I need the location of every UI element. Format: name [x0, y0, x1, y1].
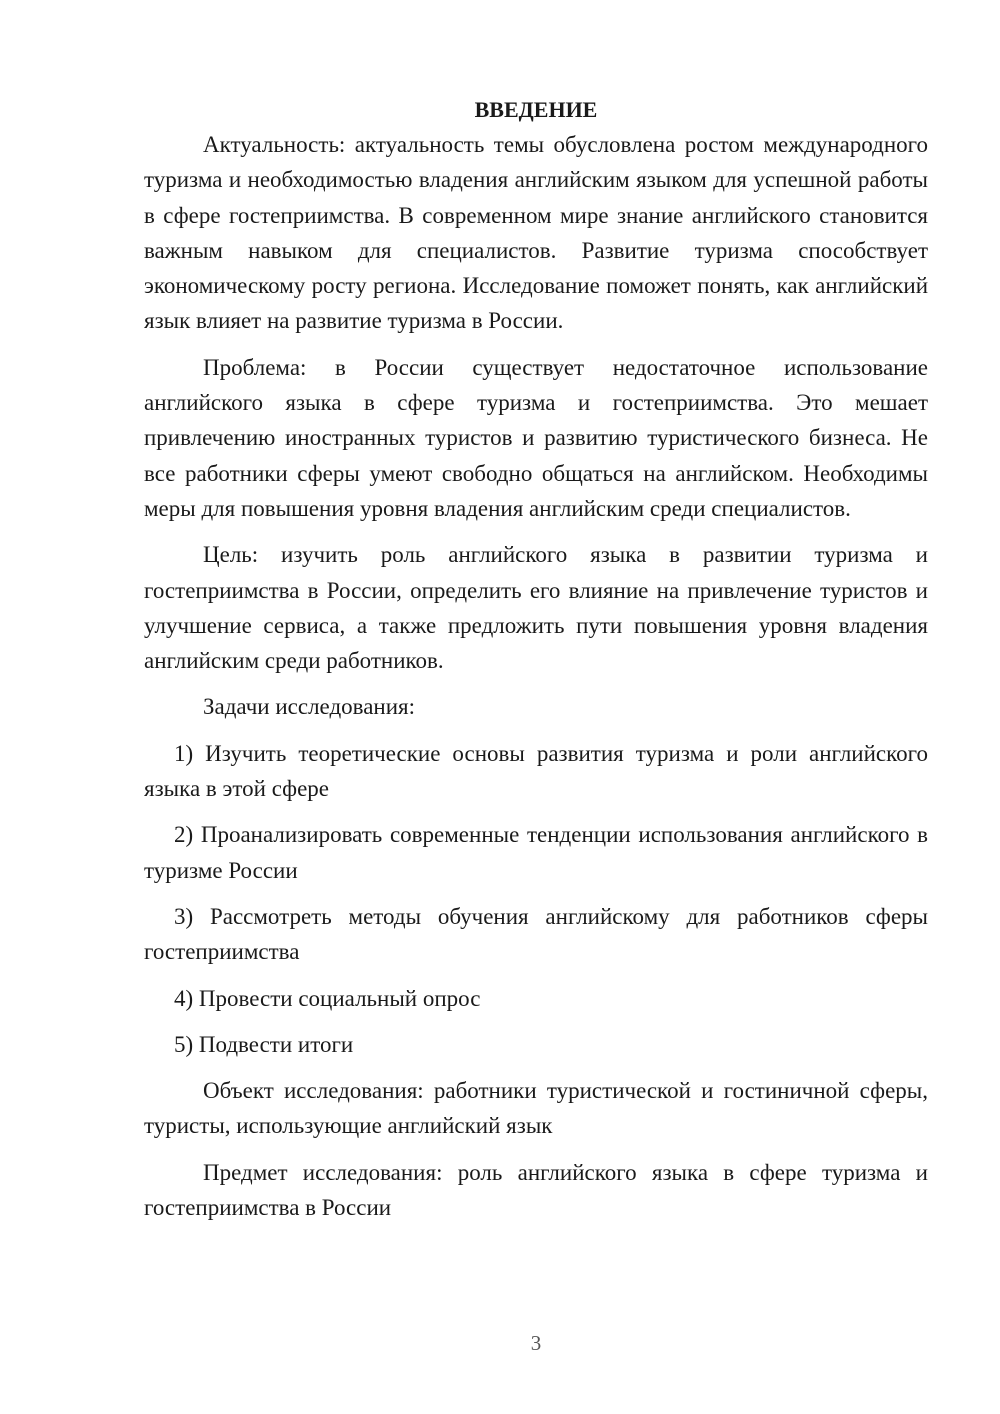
- task-item-1: 1) Изучить теоретические основы развития туризма и роли английского языка в этой сфере: [144, 740, 928, 802]
- subject-paragraph: Предмет исследования: роль английского языка в сфере туризма и гостеприимства в России: [144, 1159, 928, 1221]
- object-paragraph: Объект исследования: работники туристической и гостиничной сферы, туристы, использующие английский язык: [144, 1078, 928, 1139]
- task-item-4: 4) Провести социальный опрос: [174, 985, 481, 1011]
- task-item-2: 2) Проанализировать современные тенденции использования английского в туризме России: [144, 822, 928, 883]
- document-page: [144, 92, 928, 1225]
- relevance-paragraph: Актуальность: актуальность темы обусловлена ростом международного туризма и необходимостью владения английским языком для успешной работы в сфере гостеприимства. В современном мире знание английского становится важным навыком для специалистов. Развитие туризма способствует экономическому росту региона. Исследование поможет понять, как английский язык влияет на развитие туризма в России.: [144, 132, 928, 334]
- tasks-intro: Задачи исследования:: [203, 694, 416, 720]
- goal-paragraph: Цель: изучить роль английского языка в развитии туризма и гостеприимства в России, определить его влияние на привлечение туристов и улучшение сервиса, а также предложить пути повышения уровня владения английским среди работников.: [144, 542, 928, 674]
- task-item-5: 5) Подвести итоги: [174, 1031, 354, 1057]
- task-item-3: 3) Рассмотреть методы обучения английскому для работников сферы гостеприимства: [144, 903, 928, 965]
- page-number: 3: [530, 1331, 542, 1355]
- section-heading: ВВЕДЕНИЕ: [474, 97, 598, 122]
- problem-paragraph: Проблема: в России существует недостаточное использование английского языка в сфере туризма и гостеприимства. Это мешает привлечению иностранных туристов и развитию туристического бизнеса. Не все работники сферы умеют свободно общаться на английском. Необходимы меры для повышения уровня владения английским среди специалистов.: [144, 354, 928, 521]
